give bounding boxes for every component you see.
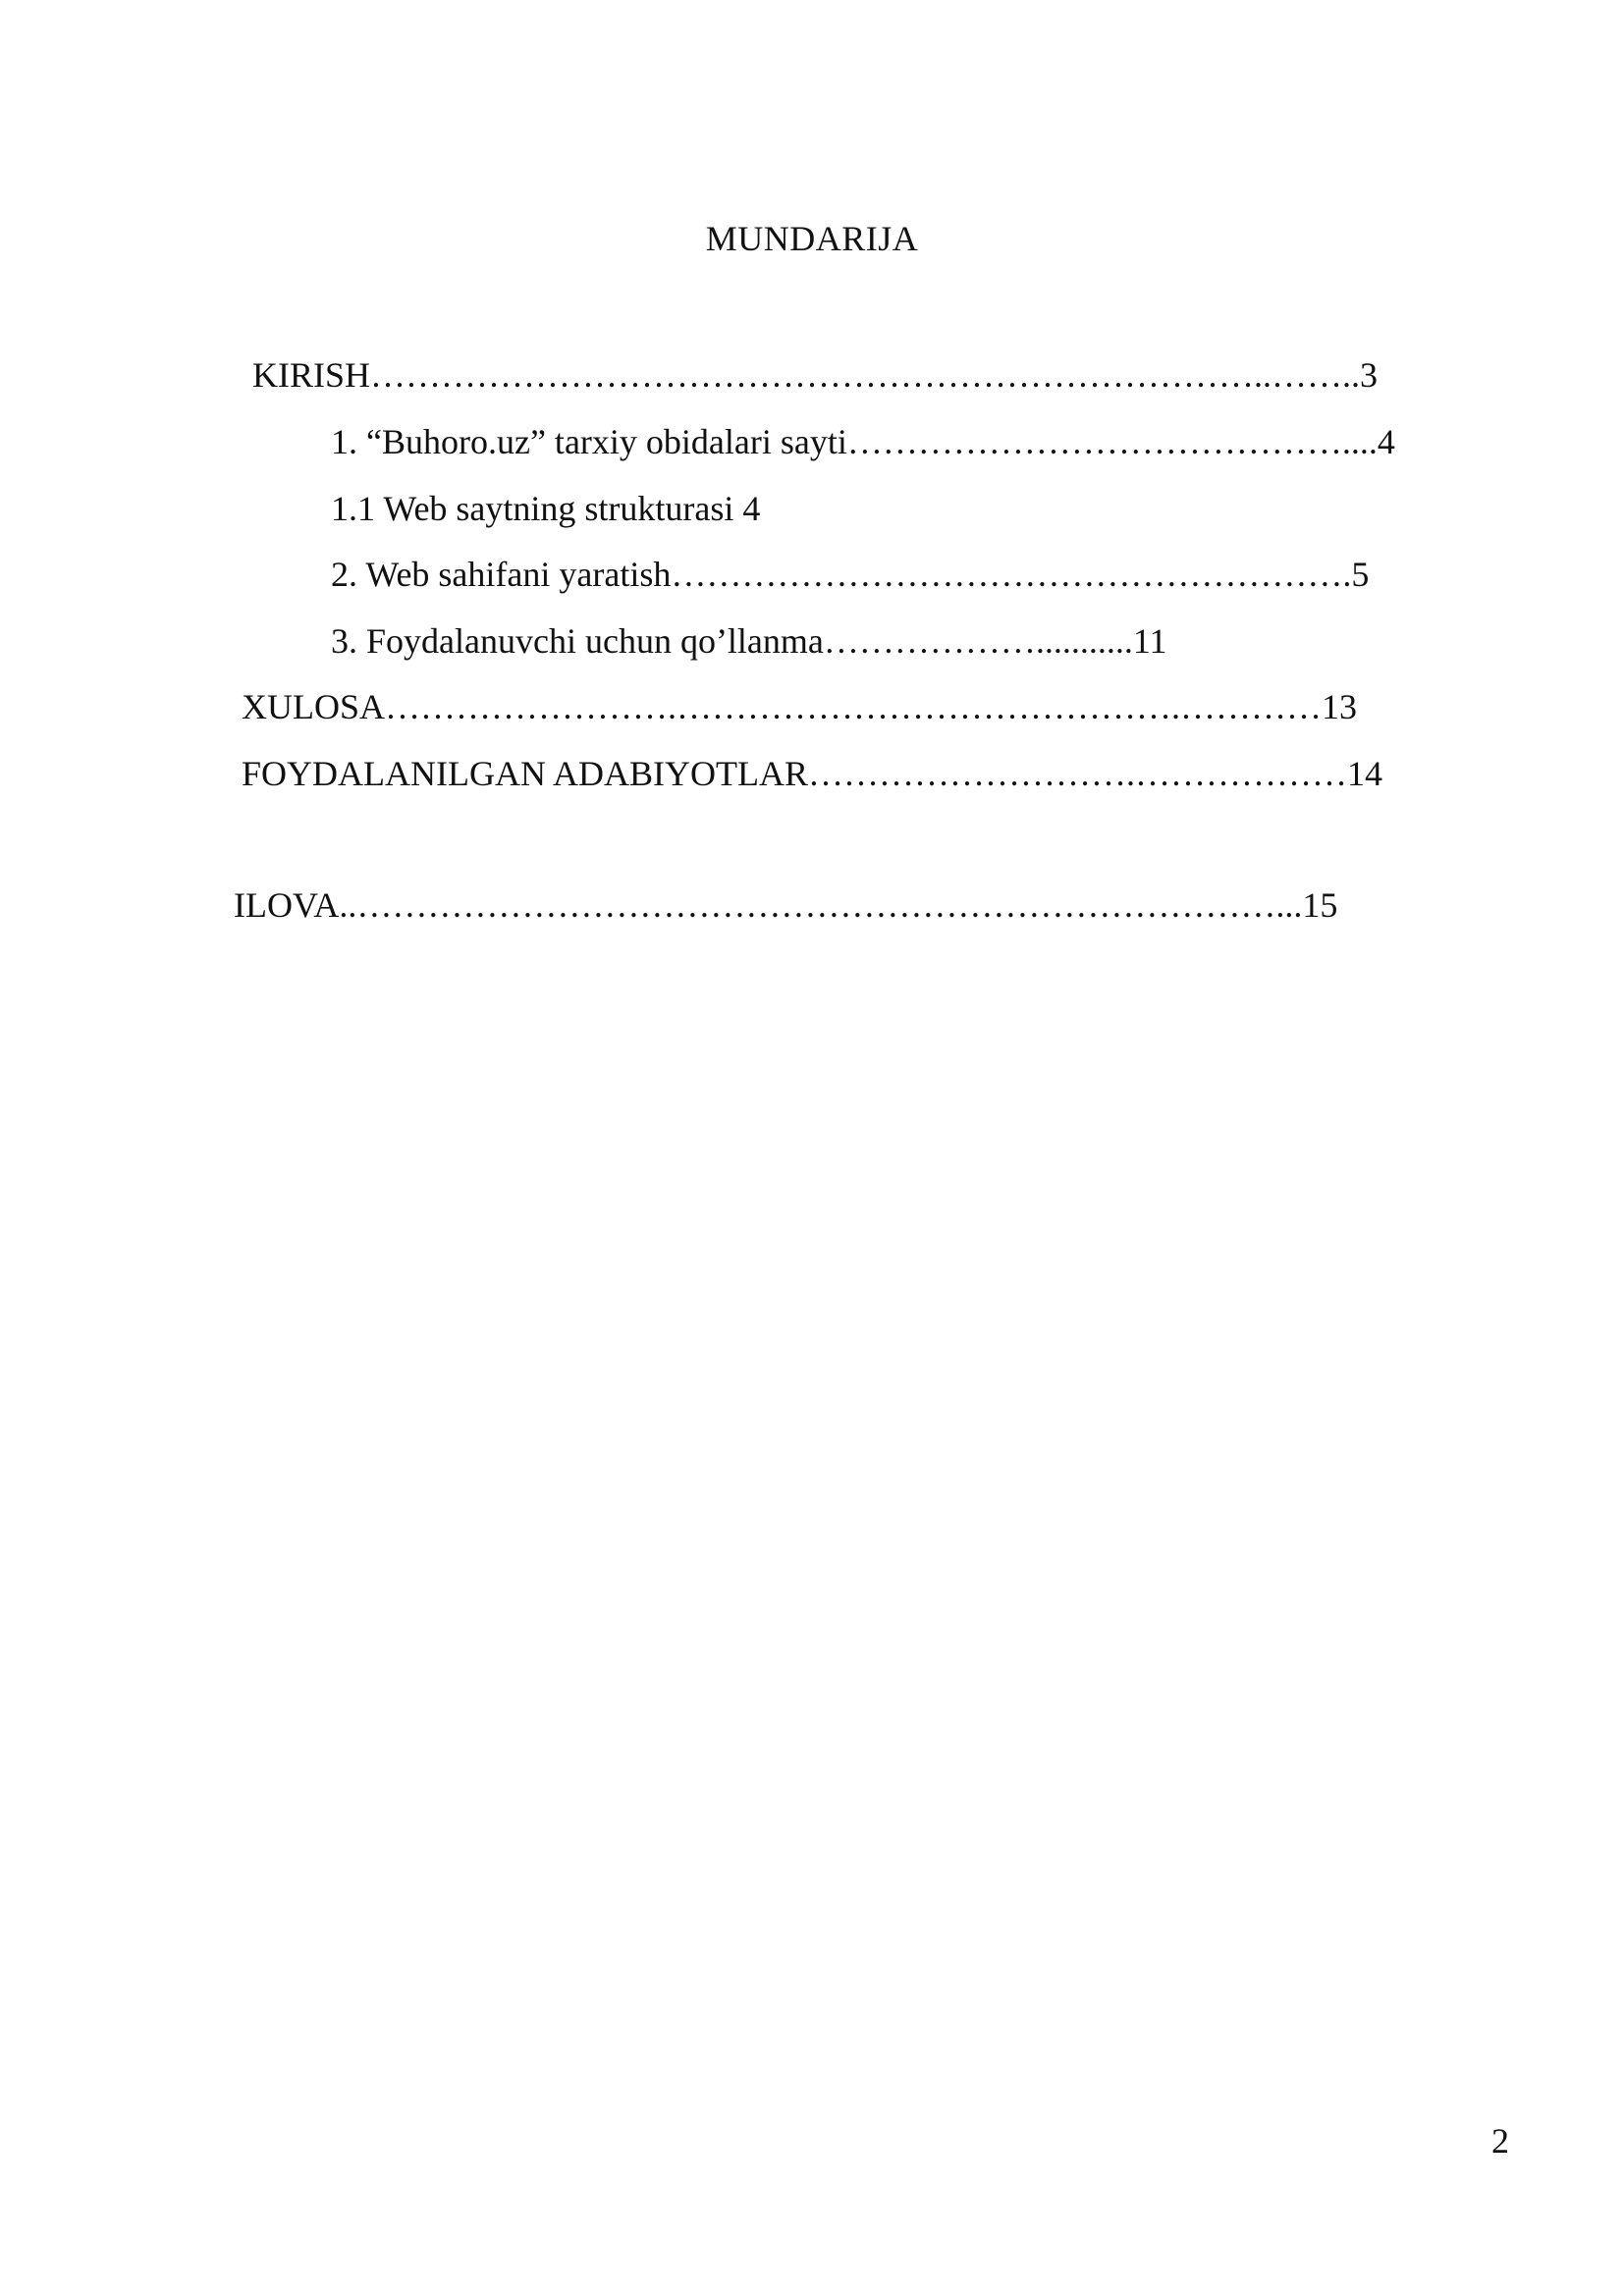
page-number: 2 bbox=[1491, 2121, 1509, 2161]
toc-title: MUNDARIJA bbox=[705, 219, 919, 258]
toc-entry-adabiyotlar: FOYDALANILGAN ADABIYOTLAR……………………….………………14 bbox=[242, 754, 1382, 793]
toc-entry-kirish: KIRISH…………………………………………………………………..……..3 bbox=[252, 355, 1379, 395]
toc-entry-ilova: ILOVA..……………………………………………………………………...15 bbox=[234, 885, 1338, 925]
toc-entry-2: 2. Web sahifani yaratish………………………………………………….5 bbox=[331, 555, 1370, 594]
toc-entry-1: 1. “Buhoro.uz” tarxiy obidalari sayti……………………………………....4 bbox=[331, 422, 1395, 461]
toc-entry-1-1: 1.1 Web saytning strukturasi 4 bbox=[331, 489, 761, 528]
toc-entry-xulosa: XULOSA…………………….…………………………………….…………13 bbox=[242, 687, 1358, 726]
toc-entry-3: 3. Foydalanuvchi uchun qo’llanma………………...........11 bbox=[331, 621, 1167, 661]
